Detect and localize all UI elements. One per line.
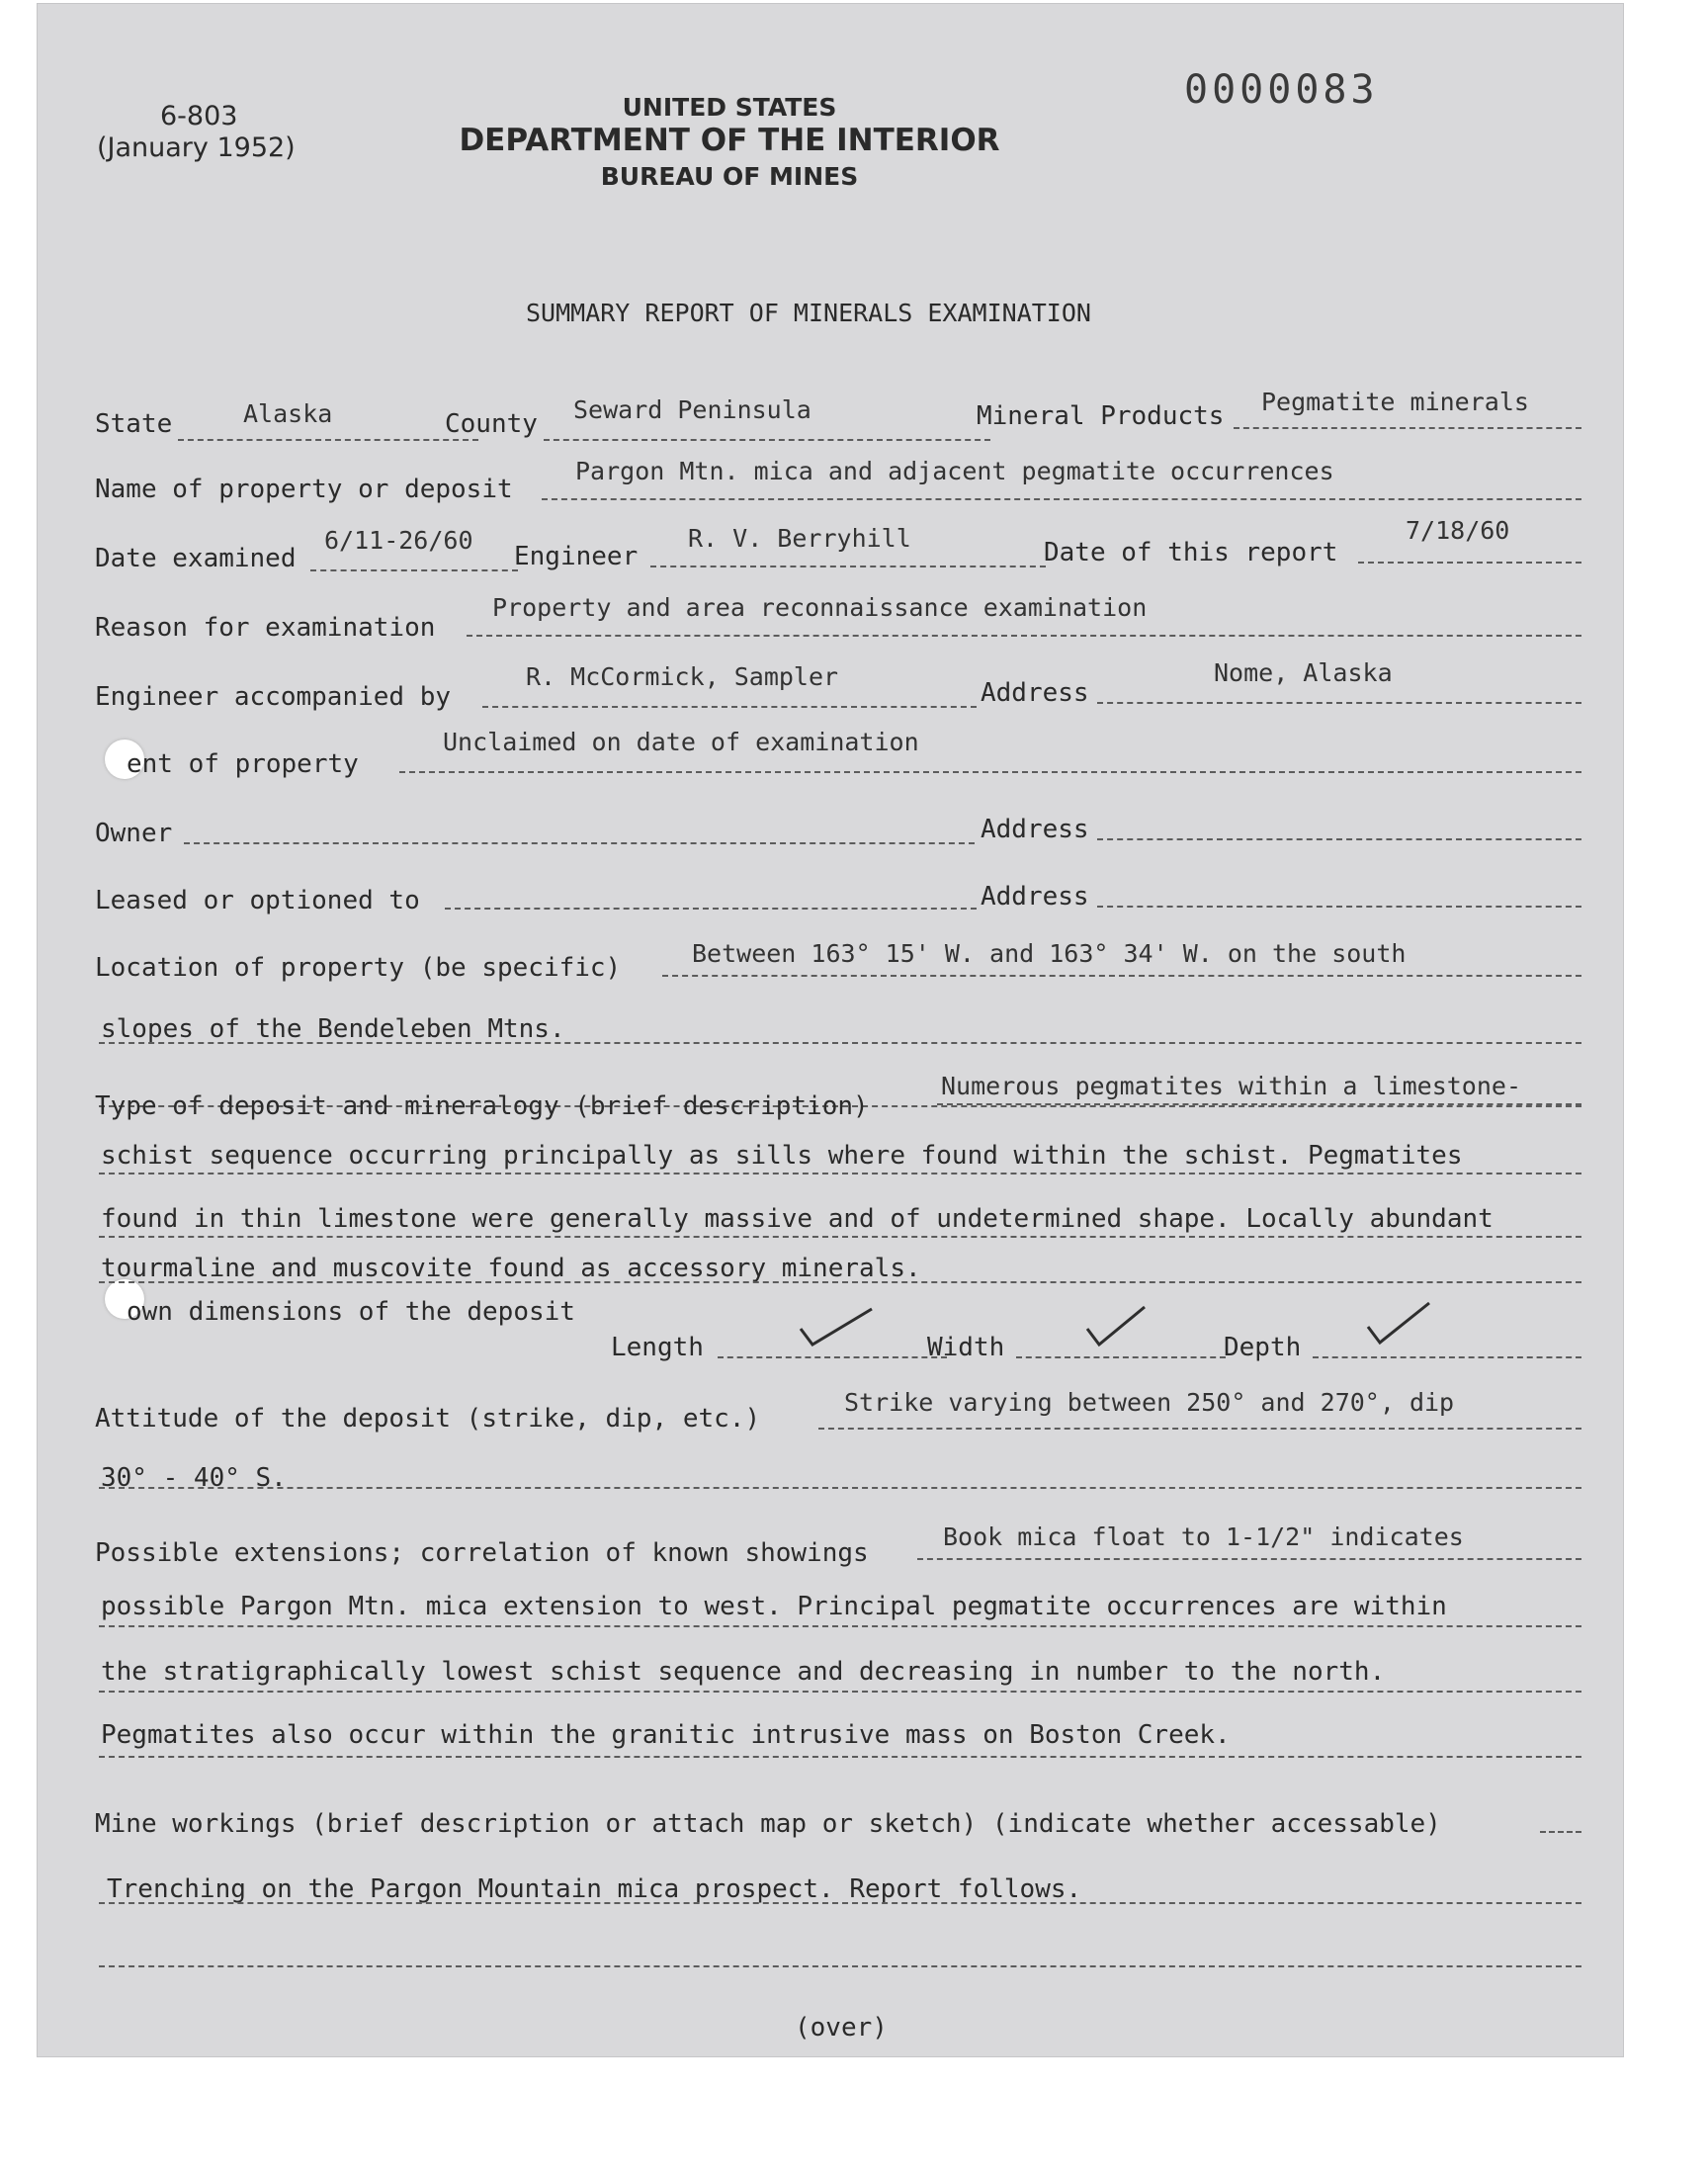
agency-line-1: UNITED STATES: [622, 93, 837, 122]
date-examined-label: Date examined: [95, 544, 297, 573]
report-title: SUMMARY REPORT OF MINERALS EXAMINATION: [526, 299, 1091, 327]
state-value: Alaska: [243, 399, 333, 428]
deposit-value-1: Numerous pegmatites within a limestone-: [941, 1072, 1521, 1100]
date-examined-value: 6/11-26/60: [324, 526, 473, 555]
accompanied-address-value: Nome, Alaska: [1214, 658, 1393, 687]
accompanied-label: Engineer accompanied by: [95, 682, 452, 712]
width-label: Width: [927, 1333, 1005, 1362]
workings-value-1: Trenching on the Pargon Mountain mica prospect. Report follows.: [107, 1874, 1082, 1904]
agent-value: Unclaimed on date of examination: [443, 728, 919, 756]
extensions-value-1: Book mica float to 1-1/2" indicates: [943, 1522, 1464, 1551]
document-page: [38, 4, 1623, 2056]
workings-label: Mine workings (brief description or attach map or sketch) (indicate whether accessable): [95, 1809, 1441, 1839]
dimensions-label: own dimensions of the deposit: [127, 1297, 575, 1327]
deposit-value-3: found in thin limestone were generally massive and of undetermined shape. Locally abundant: [101, 1204, 1494, 1234]
accompanied-value: R. McCormick, Sampler: [526, 662, 839, 691]
mineral-products-value: Pegmatite minerals: [1261, 388, 1529, 416]
attitude-value-2: 30° - 40° S.: [101, 1463, 287, 1493]
extensions-value-3: the stratigraphically lowest schist sequence and decreasing in number to the north.: [101, 1657, 1386, 1687]
report-date-value: 7/18/60: [1406, 516, 1510, 545]
length-label: Length: [611, 1333, 704, 1362]
depth-check-icon: [1366, 1301, 1445, 1350]
property-name-label: Name of property or deposit: [95, 475, 513, 504]
extensions-value-2: possible Pargon Mtn. mica extension to west. Principal pegmatite occurrences are within: [101, 1592, 1447, 1621]
mineral-products-label: Mineral Products: [977, 401, 1225, 431]
leased-address-label: Address: [981, 882, 1089, 912]
location-value-1: Between 163° 15' W. and 163° 34' W. on the south: [692, 939, 1407, 968]
deposit-type-label: Type of deposit and mineralogy (brief description): [95, 1091, 869, 1121]
engineer-value: R. V. Berryhill: [688, 524, 911, 553]
extensions-value-4: Pegmatites also occur within the granitic intrusive mass on Boston Creek.: [101, 1720, 1231, 1750]
width-check-icon: [1085, 1305, 1164, 1354]
location-label: Location of property (be specific): [95, 953, 622, 983]
county-label: County: [445, 409, 538, 439]
location-value-2: slopes of the Bendeleben Mtns.: [101, 1014, 565, 1044]
engineer-label: Engineer: [514, 542, 639, 571]
leased-label: Leased or optioned to: [95, 886, 420, 915]
state-label: State: [95, 409, 173, 439]
accompanied-address-label: Address: [981, 678, 1089, 708]
property-name-value: Pargon Mtn. mica and adjacent pegmatite occurrences: [575, 457, 1334, 485]
document-number: 0000083: [1184, 67, 1379, 113]
owner-address-label: Address: [981, 815, 1089, 844]
deposit-value-2: schist sequence occurring principally as sills where found within the schist. Pegmatites: [101, 1141, 1463, 1171]
agency-line-2: DEPARTMENT OF THE INTERIOR: [459, 123, 1000, 158]
attitude-value-1: Strike varying between 250° and 270°, dip: [844, 1388, 1455, 1417]
attitude-label: Attitude of the deposit (strike, dip, etc.): [95, 1404, 761, 1434]
reason-label: Reason for examination: [95, 613, 436, 643]
agent-label: ent of property: [127, 749, 359, 779]
owner-label: Owner: [95, 819, 173, 848]
reason-value: Property and area reconnaissance examination: [492, 593, 1148, 622]
agency-line-3: BUREAU OF MINES: [600, 162, 859, 191]
form-number: 6-803: [160, 101, 238, 131]
form-edition: (January 1952): [97, 132, 296, 163]
extensions-label: Possible extensions; correlation of known showings: [95, 1538, 869, 1568]
deposit-value-4: tourmaline and muscovite found as accessory minerals.: [101, 1254, 921, 1283]
page-footer: (over): [795, 2013, 888, 2043]
county-value: Seward Peninsula: [573, 395, 811, 424]
depth-label: Depth: [1224, 1333, 1302, 1362]
report-date-label: Date of this report: [1044, 538, 1338, 567]
length-check-icon: [799, 1305, 878, 1354]
